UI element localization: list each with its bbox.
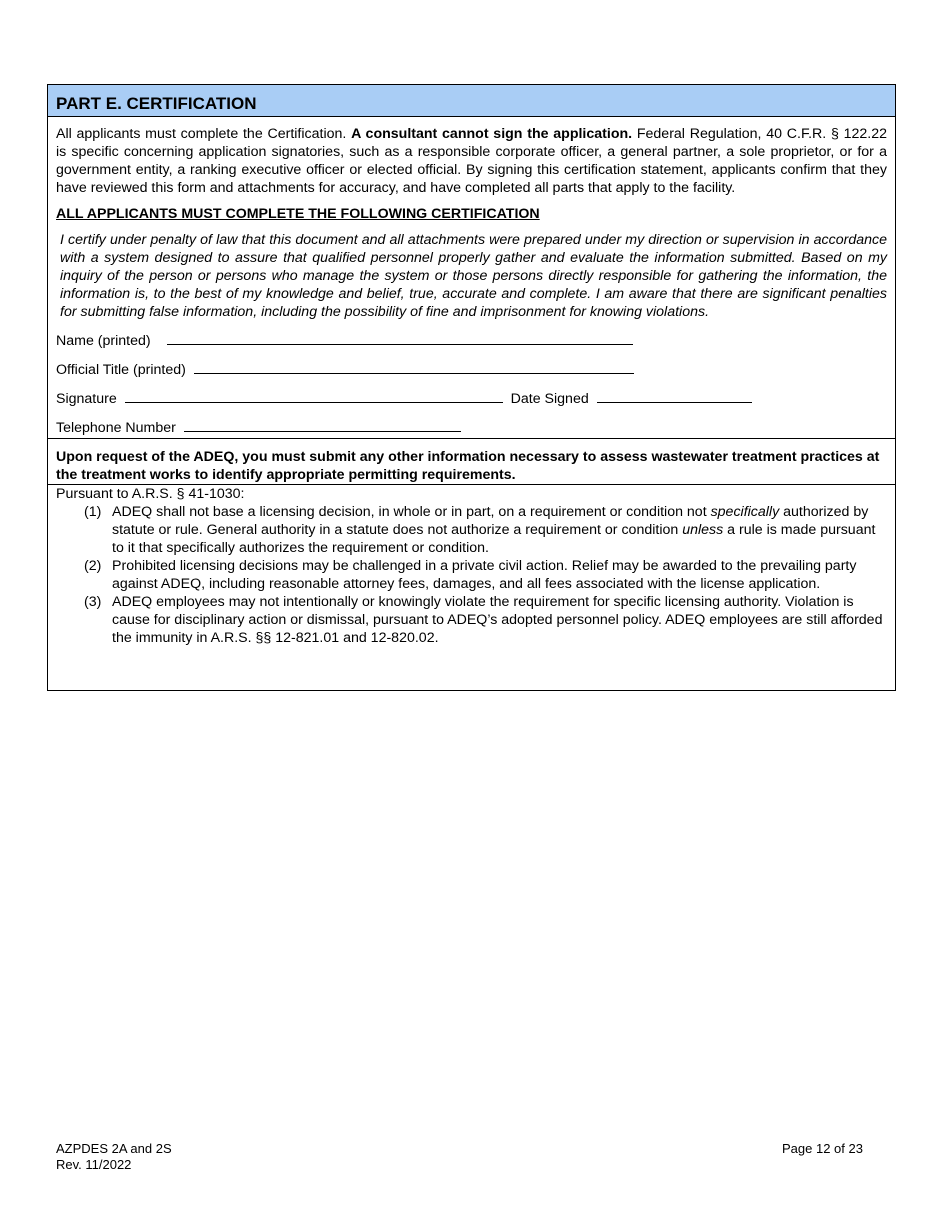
footer-form-info bbox=[56, 1141, 172, 1173]
section-header bbox=[48, 85, 895, 117]
statute-item-text: authorized by statute or rule. General authority in a statute does not authorize a requirement or condition bbox=[112, 504, 869, 538]
intro-text-1: All applicants must complete the Certification. bbox=[56, 126, 352, 142]
name-row bbox=[56, 330, 887, 350]
signature-row bbox=[56, 388, 887, 408]
statute-item-text: ADEQ employees may not intentionally or knowingly violate the requirement for specific licensing authority. Violation is cause for disciplinary action or dismissal, pursuant to ADEQ’s adopted personnel policy. ADEQ employees are still afforded the immunity in A.R.S. §§ 12-821.01 and 12-820.02. bbox=[112, 594, 883, 646]
section-title: PART E. CERTIFICATION bbox=[56, 94, 257, 113]
statute-item-text: a rule is made pursuant to it that specifically authorizes the requirement or condition. bbox=[112, 522, 876, 556]
statute-item-text: Prohibited licensing decisions may be challenged in a private civil action. Relief may be awarded to the prevailing party against ADEQ, including reasonable attorney fees, damages, and all fees associated with the license application. bbox=[112, 558, 857, 592]
name-field[interactable] bbox=[167, 330, 633, 345]
intro-text-2: Federal Regulation, 40 C.F.R. § 122.22 is specific concerning application signatories, such as a responsible corporate officer, a general partner, a sole proprietor, or for a government entity, a ranking executive officer or elected official. By signing this certification statement, applicants confirm that they have reviewed this form and attachments for accuracy, and have completed all parts that apply to the facility. bbox=[56, 126, 887, 196]
phone-field[interactable] bbox=[184, 417, 461, 432]
statute-item bbox=[84, 557, 887, 593]
statute-item-number: (1) bbox=[84, 504, 102, 520]
consultant-warning: A consultant cannot sign the application. bbox=[351, 126, 633, 142]
statute-item-text: ADEQ shall not base a licensing decision, in whole or in part, on a requirement or condition not bbox=[112, 504, 711, 520]
signature-label: Signature bbox=[56, 391, 117, 407]
statute-item-number: (3) bbox=[84, 594, 102, 610]
title-row bbox=[56, 359, 887, 379]
statute-item-emphasis: unless bbox=[682, 522, 724, 538]
name-label: Name (printed) bbox=[56, 333, 151, 349]
statute-item-emphasis: specifically bbox=[710, 504, 780, 520]
certification-statement: I certify under penalty of law that this document and all attachments were prepared under my direction or supervision in accordance with a system designed to assure that qualified personnel properly gather and evaluate the information submitted. Based on my inquiry of the person or persons who manage the system or those persons directly responsible for gathering the information, the information is, to the best of my knowledge and belief, true, accurate and complete. I am aware that there are significant penalties for submitting false information, including the possibility of fine and imprisonment for knowing violations. bbox=[60, 232, 887, 320]
form-revision: Rev. 11/2022 bbox=[56, 1157, 132, 1172]
title-label: Official Title (printed) bbox=[56, 362, 186, 378]
date-signed-label: Date Signed bbox=[510, 391, 589, 407]
statute-intro: Pursuant to A.R.S. § 41-1030: bbox=[56, 486, 245, 502]
phone-label: Telephone Number bbox=[56, 420, 176, 436]
certification-form bbox=[47, 84, 896, 691]
date-signed-field[interactable] bbox=[597, 388, 752, 403]
phone-row bbox=[56, 417, 887, 437]
certification-heading: ALL APPLICANTS MUST COMPLETE THE FOLLOWING CERTIFICATION bbox=[56, 206, 540, 222]
form-id: AZPDES 2A and 2S bbox=[56, 1141, 172, 1156]
page-number: Page 12 of 23 bbox=[782, 1141, 863, 1156]
intro-paragraph bbox=[56, 125, 887, 197]
request-notice: Upon request of the ADEQ, you must submit any other information necessary to assess wastewater treatment practices at the treatment works to identify appropriate permitting requirements. bbox=[48, 439, 895, 485]
title-field[interactable] bbox=[194, 359, 634, 374]
statute-list bbox=[56, 503, 887, 647]
signature-field[interactable] bbox=[125, 388, 503, 403]
statute-item bbox=[84, 593, 887, 647]
statute-item-number: (2) bbox=[84, 558, 102, 574]
statute-section bbox=[48, 485, 895, 690]
statute-item bbox=[84, 503, 887, 557]
certification-section bbox=[48, 117, 895, 439]
